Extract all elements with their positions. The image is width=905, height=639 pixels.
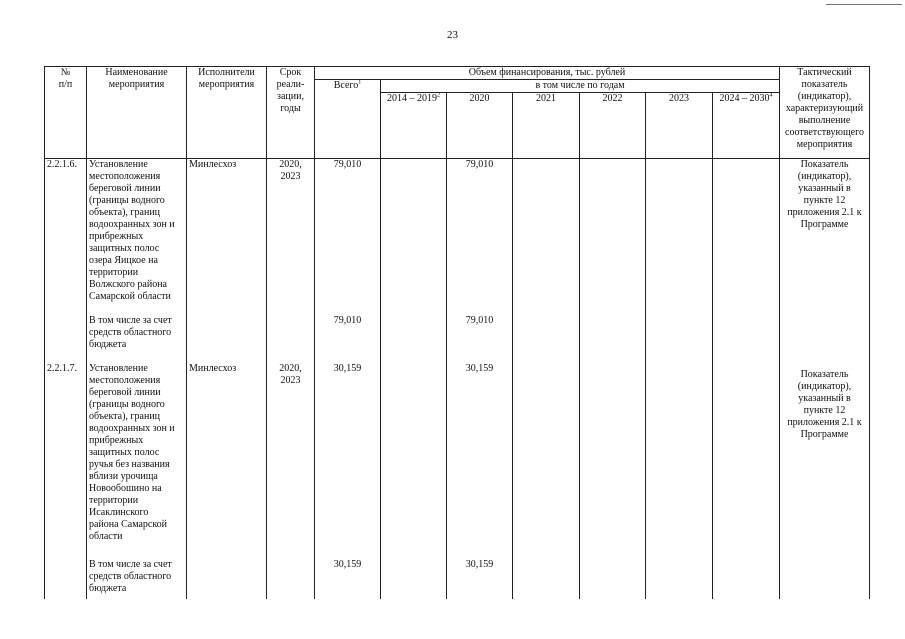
row-indicator: Показатель (индикатор), указанный в пункте 12 приложения 2.1 к Программе — [780, 363, 870, 559]
row-indicator: Показатель (индикатор), указанный в пункте 12 приложения 2.1 к Программе — [780, 159, 870, 315]
row-total: 79,010 — [315, 159, 381, 315]
row-y2023 — [646, 159, 713, 315]
financing-table — [44, 66, 870, 599]
row-name: Установление местоположения береговой линии (границы водного объекта), границ водоохранных зон и прибрежных защитных полос ручья без названия вблизи урочища Новообошино на территории Исаклинского района Самарской области — [87, 363, 187, 559]
row-sub-name: В том числе за счет средств областного бюджета — [87, 315, 187, 363]
row-num: 2.2.1.7. — [45, 363, 87, 559]
header-indicator: Тактический показатель (индикатор), характеризующий выполнение соответствующего мероприятия — [780, 67, 870, 159]
header-y2024-cell — [713, 93, 780, 159]
header-y2014: 2014 – 2019 — [387, 93, 437, 104]
row-sub-y2020: 79,010 — [447, 315, 513, 363]
row-y2020: 79,010 — [447, 159, 513, 315]
row-y2024 — [713, 159, 780, 315]
row-term: 2020, 2023 — [267, 159, 315, 315]
header-num: № п/п — [45, 67, 87, 159]
row-executor: Минлесхоз — [187, 363, 267, 559]
header-y2021: 2021 — [513, 93, 580, 159]
row-y2024 — [713, 363, 780, 559]
header-y2024-sup: 4 — [769, 92, 773, 99]
row-y2022 — [580, 363, 646, 559]
header-y2023: 2023 — [646, 93, 713, 159]
header-executors: Исполнители мероприятия — [187, 67, 267, 159]
header-y2022: 2022 — [580, 93, 646, 159]
header-total: Всего — [333, 80, 359, 91]
header-y2020: 2020 — [447, 93, 513, 159]
row-sub-name: В том числе за счет средств областного бюджета — [87, 559, 187, 599]
row-y2022 — [580, 159, 646, 315]
header-y2014-cell — [381, 93, 447, 159]
row-y2021 — [513, 159, 580, 315]
row-total: 30,159 — [315, 363, 381, 559]
row-term: 2020, 2023 — [267, 363, 315, 559]
row-num: 2.2.1.6. — [45, 159, 87, 315]
top-right-rule — [826, 4, 902, 5]
table-row — [45, 559, 870, 599]
row-y2023 — [646, 363, 713, 559]
row-y2014 — [381, 363, 447, 559]
row-executor: Минлесхоз — [187, 159, 267, 315]
header-funding: Объем финансирования, тыс. рублей — [315, 67, 780, 80]
table-row — [45, 159, 870, 315]
row-sub-total: 30,159 — [315, 559, 381, 599]
page-number: 23 — [447, 29, 458, 41]
header-name: Наименование мероприятия — [87, 67, 187, 159]
table-row — [45, 363, 870, 559]
row-sub-total: 79,010 — [315, 315, 381, 363]
table-row — [45, 315, 870, 363]
row-name: Установление местоположения береговой линии (границы водного объекта), границ водоохранных зон и прибрежных защитных полос озера Яицкое на территории Волжского района Самарской области — [87, 159, 187, 315]
header-y2024: 2024 – 2030 — [719, 93, 770, 104]
row-y2014 — [381, 159, 447, 315]
row-y2021 — [513, 363, 580, 559]
header-term: Срок реали- зации, годы — [267, 67, 315, 159]
header-total-cell — [315, 80, 381, 159]
header-total-sup: 1 — [358, 79, 362, 86]
header-y2014-sup: 2 — [437, 92, 440, 99]
header-by-years: в том числе по годам — [381, 80, 780, 93]
row-y2020: 30,159 — [447, 363, 513, 559]
row-sub-y2020: 30,159 — [447, 559, 513, 599]
